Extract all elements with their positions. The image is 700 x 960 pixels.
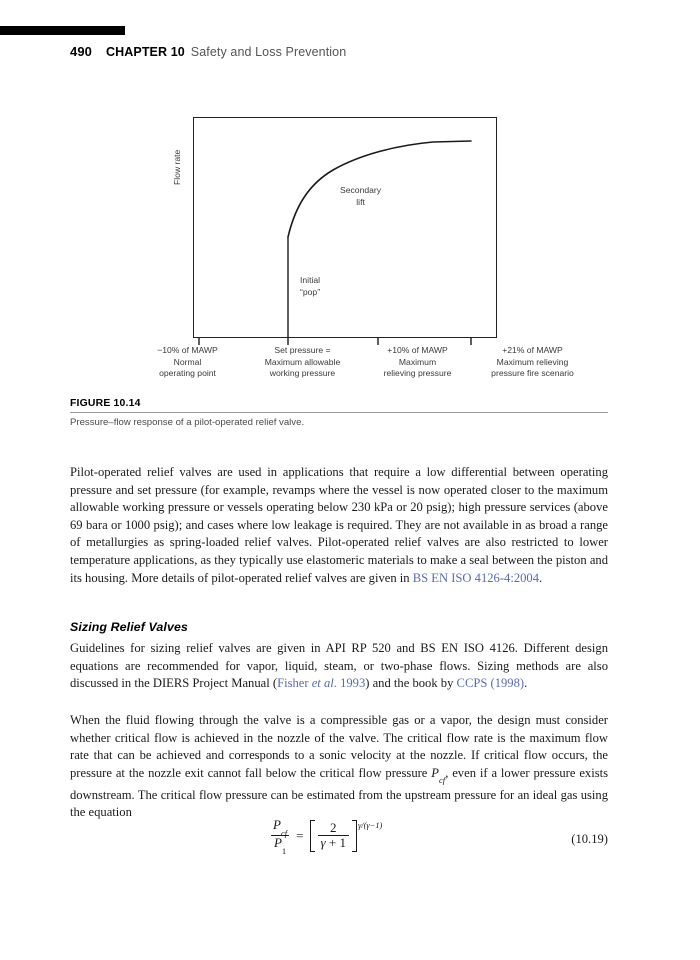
paragraph-2-part-a: Guidelines for sizing relief valves are given in API RP 520 and BS EN ISO 4126. Different design equations are recommended for vapor, liquid, steam, or two-phase flows. Sizing methods are also discussed in the DIERS Project Manual ( [70,641,608,691]
link-bs-en-iso[interactable]: BS EN ISO 4126-4:2004 [412,570,540,585]
paragraph-3-part-a: When the fluid flowing through the valve is a compressible gas or a vapor, the design must consider whether critical flow is achieved in the nozzle of the valve. The critical flow rate is the maximum flow rate that can be achieved and corresponds to a sonic velocity at the nozzle. If critical flow occurs, the pressure at the nozzle exit cannot fall below the critical flow pressure [70,713,608,780]
annotation-secondary-line2: lift [356,196,365,207]
x-tick-3-line3: pressure fire scenario [491,368,574,379]
x-tick-label-2 [360,345,475,391]
x-tick-1-line2: Maximum allowable [264,356,341,367]
figure-caption-rule [70,412,608,413]
x-tick-2-line2: Maximum [398,356,437,367]
paragraph-2-part-c: . [524,676,528,691]
denominator-var: P [273,835,282,851]
chapter-label: CHAPTER 10 [106,45,185,59]
x-tick-2-line1: +10% of MAWP [387,345,448,355]
annotation-initial-line2: “pop” [300,286,321,297]
equation-expression [270,817,383,856]
equals-operator: = [296,827,304,843]
chapter-title: Safety and Loss Prevention [190,45,347,59]
inner-denominator [318,835,349,851]
citation-fisher[interactable] [277,676,365,690]
numerator-subscript: cf [280,827,288,838]
annotation-secondary-lift [340,185,381,208]
numerator-var: P [273,817,281,832]
denominator-subscript: 1 [281,845,287,856]
paragraph-1-part-a: Pilot-operated relief valves are used in applications that require a low differential between operating pressure and set pressure (for example, revamps where the vessel is now operated closer to the maximum allowable working pressure or vessels operating below 230 kPa or 20 psig); high pressure services (above 69 bara or 1000 psig); and cases where low leakage is required. They are not available in as broad a range of metallurgies as spring-loaded relief valves. Pilot-operated relief valves are also restricted to lower temperature applications, as they typically use elastomeric materials to make a seal between the piston and its housing. More details of pilot-operated relief valves are given in [70,465,608,585]
paragraph-3-part-b: , even if a lower pressure exists downstream. The critical flow pressure can be estimated from the upstream pressure for an ideal gas using the equation [70,765,609,820]
x-tick-label-3 [475,345,590,391]
paragraph-pilot-operated [70,464,608,587]
x-tick-0-line2: Normal [173,356,202,367]
exponent: γ/(γ−1) [357,821,383,831]
x-tick-0-line3: operating point [159,368,216,379]
x-axis-labels [130,345,590,391]
gamma-symbol: γ [320,835,326,851]
plus-one: + 1 [328,835,346,851]
paragraph-1-part-b: . [539,570,543,585]
paragraph-1-text [70,464,608,587]
x-tick-1-line3: working pressure [269,368,336,379]
x-tick-1-line1: Set pressure = [274,345,331,355]
bracket-right [352,820,357,852]
paragraph-3-text [70,712,608,822]
citation-fisher-etal: et al [311,676,334,691]
bracket-contents [315,820,352,852]
x-tick-3-line2: Maximum relieving [496,356,569,367]
y-axis-label: Flow rate [172,149,182,185]
annotation-secondary-line1: Secondary [340,185,382,195]
paragraph-2-part-b: ) and the book by [365,676,457,691]
x-tick-3-line1: +21% of MAWP [502,345,563,355]
fraction-2-over-gamma-plus-1 [318,821,349,851]
bracket-group [310,820,357,852]
x-tick-label-0 [130,345,245,391]
page-number: 490 [70,44,92,59]
annotation-initial-pop [300,275,320,298]
figure-caption: Pressure–flow response of a pilot-operated relief valve. [70,417,305,428]
fraction-numerator [270,817,290,838]
annotation-initial-line1: Initial [300,275,321,285]
x-tick-0-line1: −10% of MAWP [157,345,218,355]
citation-fisher-name: Fisher [277,676,309,691]
paragraph-sizing-guidelines [70,640,608,693]
citation-ccps[interactable]: CCPS (1998) [456,676,525,691]
figure-number: FIGURE 10.14 [70,398,141,409]
section-heading-sizing-relief-valves: Sizing Relief Valves [70,620,188,634]
pressure-flow-curve [193,117,497,338]
x-tick-label-1 [245,345,360,391]
inline-var-p: P [431,765,439,780]
fraction-pcf-p1 [270,817,290,856]
paragraph-critical-flow [70,712,608,822]
equation-10-19 [70,818,608,864]
paragraph-2-text [70,640,608,693]
x-tick-2-line3: relieving pressure [383,368,452,379]
inner-numerator: 2 [329,819,337,835]
equation-number: (10.19) [571,832,608,846]
inline-var-p-subscript: cf [438,775,446,786]
citation-fisher-year: . 1993 [333,676,366,691]
figure-10-14 [0,0,700,400]
